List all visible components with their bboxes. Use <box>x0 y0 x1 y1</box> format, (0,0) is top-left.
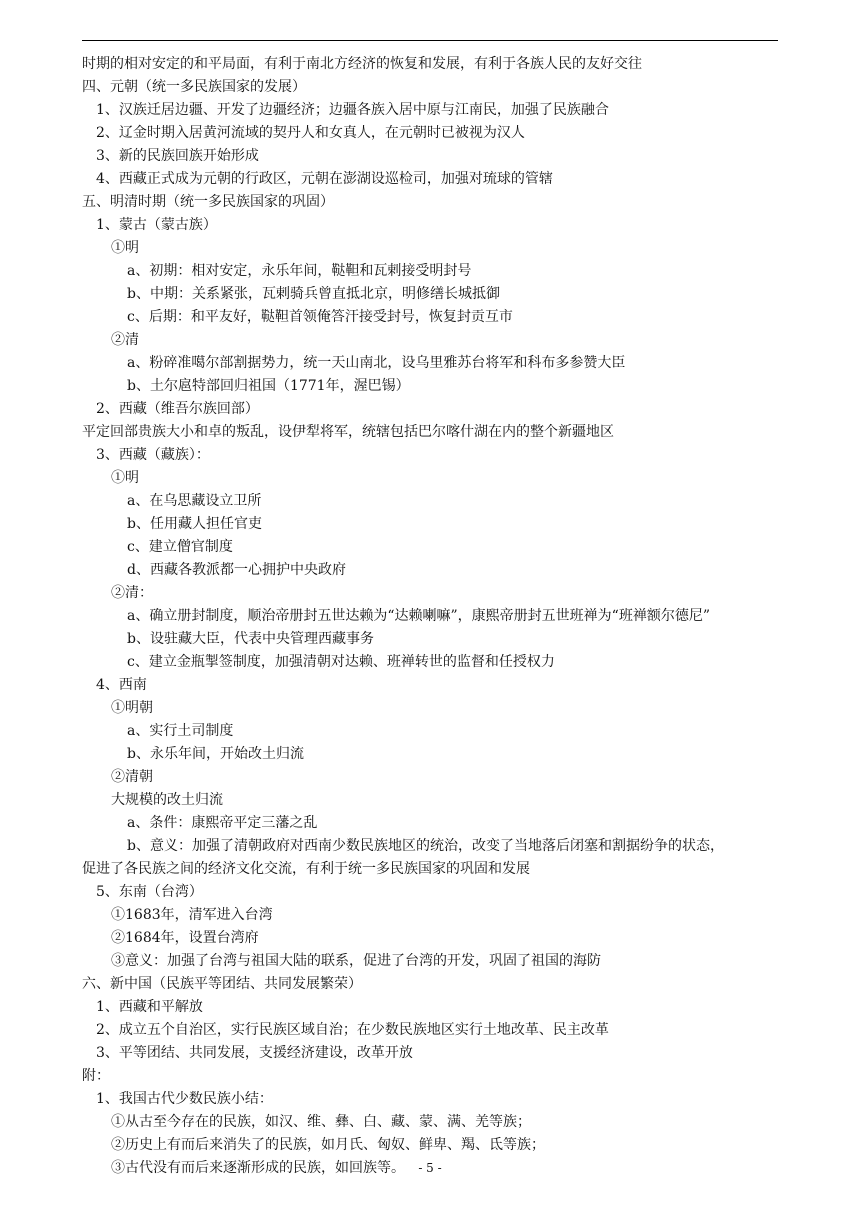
text-line <box>0 835 860 858</box>
line-text: ③古代没有而后来逐渐形成的民族，如回族等。 <box>111 1160 405 1176</box>
text-line <box>0 720 860 743</box>
line-text: 1、西藏和平解放 <box>96 999 203 1015</box>
line-text: d、西藏各教派都一心拥护中央政府 <box>127 562 346 578</box>
text-line <box>0 605 860 628</box>
line-text: ①明朝 <box>111 700 153 716</box>
line-text: 4、西南 <box>96 677 147 693</box>
text-line <box>0 904 860 927</box>
line-text: ③意义：加强了台湾与祖国大陆的联系，促进了台湾的开发，巩固了祖国的海防 <box>111 953 601 969</box>
line-text: 1、汉族迁居边疆、开发了边疆经济；边疆各族入居中原与江南民，加强了民族融合 <box>96 102 609 118</box>
line-text: a、确立册封制度，顺治帝册封五世达赖为“达赖喇嘛”，康熙帝册封五世班禅为“班禅额尔德尼” <box>127 608 710 624</box>
text-line <box>0 444 860 467</box>
line-text: b、永乐年间，开始改土归流 <box>127 746 304 762</box>
text-line <box>0 191 860 214</box>
text-line <box>0 743 860 766</box>
line-text: b、中期：关系紧张，瓦剌骑兵曾直抵北京，明修缮长城抵御 <box>127 286 500 302</box>
text-line <box>0 99 860 122</box>
text-line <box>0 122 860 145</box>
line-text: 3、西藏（藏族）： <box>96 447 210 463</box>
text-line <box>0 766 860 789</box>
text-line <box>0 812 860 835</box>
line-text: ①1683年，清军进入台湾 <box>111 907 273 923</box>
header-rule <box>82 40 778 41</box>
line-text: 附： <box>82 1068 110 1084</box>
text-line <box>0 628 860 651</box>
text-line <box>0 858 860 881</box>
text-line <box>0 1042 860 1065</box>
line-text: c、建立金瓶掣签制度，加强清朝对达赖、班禅转世的监督和任授权力 <box>127 654 555 670</box>
text-line <box>0 145 860 168</box>
line-text: 1、蒙古（蒙古族） <box>96 217 217 233</box>
line-text: 平定回部贵族大小和卓的叛乱，设伊犁将军，统辖包括巴尔喀什湖在内的整个新疆地区 <box>82 424 614 440</box>
text-line <box>0 352 860 375</box>
line-text: 3、平等团结、共同发展，支援经济建设，改革开放 <box>96 1045 413 1061</box>
line-text: ②历史上有而后来消失了的民族，如月氏、匈奴、鲜卑、羯、氐等族； <box>111 1137 545 1153</box>
line-text: 大规模的改土归流 <box>111 792 223 808</box>
line-text: ②1684年，设置台湾府 <box>111 930 259 946</box>
text-line <box>0 76 860 99</box>
document-body <box>0 53 860 1180</box>
text-line <box>0 375 860 398</box>
text-line <box>0 881 860 904</box>
text-line <box>0 697 860 720</box>
line-text: b、意义：加强了清朝政府对西南少数民族地区的统治，改变了当地落后闭塞和割据纷争的状态， <box>127 838 724 854</box>
page-number: - 5 - <box>418 1161 442 1175</box>
line-text: b、土尔扈特部回归祖国（1771年，渥巴锡） <box>127 378 410 394</box>
text-line <box>0 973 860 996</box>
line-text: ②清 <box>111 332 139 348</box>
line-text: ①从古至今存在的民族，如汉、维、彝、白、藏、蒙、满、羌等族； <box>111 1114 531 1130</box>
text-line <box>0 214 860 237</box>
line-text: a、初期：相对安定，永乐年间，鞑靼和瓦剌接受明封号 <box>127 263 472 279</box>
line-text: 3、新的民族回族开始形成 <box>96 148 259 164</box>
text-line <box>0 513 860 536</box>
line-text: c、建立僧官制度 <box>127 539 233 555</box>
text-line <box>0 306 860 329</box>
text-line <box>0 651 860 674</box>
line-text: 时期的相对安定的和平局面，有利于南北方经济的恢复和发展，有利于各族人民的友好交往 <box>82 56 642 72</box>
text-line <box>0 950 860 973</box>
line-text: 1、我国古代少数民族小结： <box>96 1091 273 1107</box>
text-line <box>0 996 860 1019</box>
line-text: 2、西藏（维吾尔族回部） <box>96 401 259 417</box>
line-text: ①明 <box>111 470 139 486</box>
text-line <box>0 1019 860 1042</box>
text-line <box>0 467 860 490</box>
text-line <box>0 536 860 559</box>
text-line <box>0 237 860 260</box>
line-text: a、条件：康熙帝平定三藩之乱 <box>127 815 318 831</box>
line-text: ②清朝 <box>111 769 153 785</box>
line-text: 2、辽金时期入居黄河流域的契丹人和女真人，在元朝时已被视为汉人 <box>96 125 525 141</box>
line-text: 4、西藏正式成为元朝的行政区，元朝在澎湖设巡检司，加强对琉球的管辖 <box>96 171 553 187</box>
text-line <box>0 674 860 697</box>
line-text: ②清： <box>111 585 153 601</box>
text-line <box>0 53 860 76</box>
text-line <box>0 1065 860 1088</box>
text-line <box>0 1134 860 1157</box>
text-line <box>0 1111 860 1134</box>
line-text: b、任用藏人担任官吏 <box>127 516 262 532</box>
line-text: 六、新中国（民族平等团结、共同发展繁荣） <box>82 976 362 992</box>
line-text: 促进了各民族之间的经济文化交流，有利于统一多民族国家的巩固和发展 <box>82 861 530 877</box>
text-line <box>0 421 860 444</box>
text-line <box>0 398 860 421</box>
line-text: a、在乌思藏设立卫所 <box>127 493 262 509</box>
text-line <box>0 582 860 605</box>
text-line <box>0 1088 860 1111</box>
line-text: a、粉碎准噶尔部割据势力，统一天山南北，设乌里雅苏台将军和科布多参赞大臣 <box>127 355 626 371</box>
text-line <box>0 168 860 191</box>
line-text: a、实行土司制度 <box>127 723 234 739</box>
text-line <box>0 927 860 950</box>
text-line <box>0 283 860 306</box>
text-line <box>0 329 860 352</box>
line-text: 2、成立五个自治区，实行民族区域自治；在少数民族地区实行土地改革、民主改革 <box>96 1022 609 1038</box>
line-text: 五、明清时期（统一多民族国家的巩固） <box>82 194 334 210</box>
line-text: 四、元朝（统一多民族国家的发展） <box>82 79 306 95</box>
text-line <box>0 789 860 812</box>
line-text: 5、东南（台湾） <box>96 884 203 900</box>
line-text: c、后期：和平友好，鞑靼首领俺答汗接受封号，恢复封贡互市 <box>127 309 513 325</box>
line-text: ①明 <box>111 240 139 256</box>
text-line <box>0 260 860 283</box>
line-text: b、设驻藏大臣，代表中央管理西藏事务 <box>127 631 374 647</box>
text-line <box>0 559 860 582</box>
text-line <box>0 490 860 513</box>
